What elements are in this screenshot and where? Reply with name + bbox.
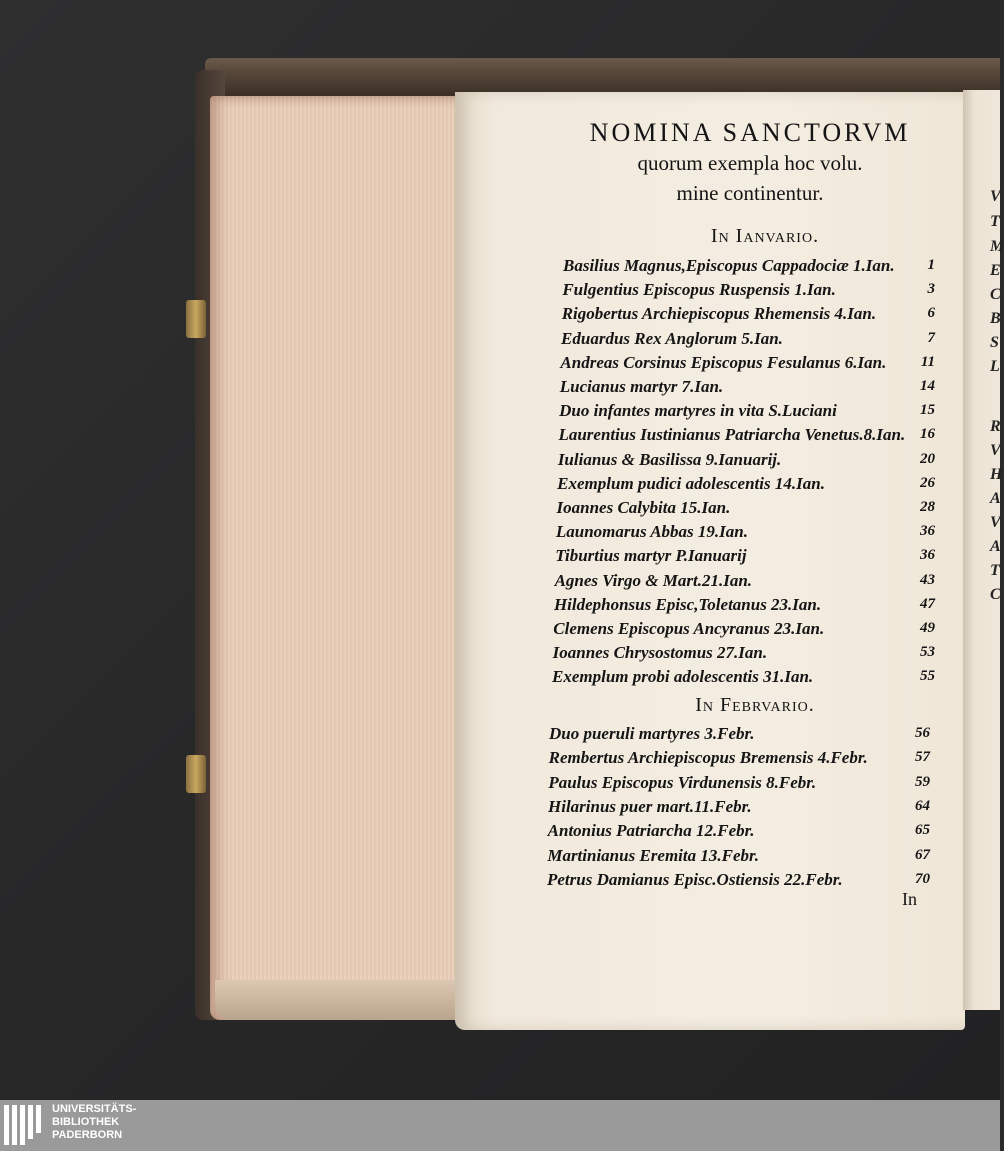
index-entry-text: Hildephonsus Episc,Toletanus 23.Ian. [553, 594, 822, 614]
index-entry-page-number: 1 [927, 257, 935, 273]
index-entry-text: Rembertus Archiepiscopus Bremensis 4.Febr. [548, 748, 868, 768]
facing-page-letter: R [990, 418, 1001, 435]
index-entry-page-number: 16 [920, 426, 935, 443]
index-entry-page-number: 36 [920, 523, 935, 540]
index-entry-page-number: 70 [915, 870, 930, 887]
facing-page-letter: A [990, 490, 1001, 507]
index-entry-text: Tiburtius martyr P.Ianuarij [555, 546, 747, 566]
index-entry-page-number: 28 [920, 499, 935, 515]
index-entry-text: Basilius Magnus,Episcopus Cappadociæ 1.Ian. [563, 256, 895, 275]
index-entry-text: Duo pueruli martyres 3.Febr. [549, 724, 755, 743]
index-entry-text: Paulus Episcopus Virdunensis 8.Febr. [548, 772, 817, 792]
index-entry-page-number: 65 [915, 822, 930, 839]
index-entry-page-number: 43 [920, 571, 935, 588]
facing-page-letter: C [990, 586, 1001, 603]
library-name [52, 1103, 136, 1142]
index-entry-page-number: 15 [920, 402, 935, 419]
library-name-line-2: BIBLIOTHEK [52, 1116, 120, 1128]
index-entry-text: Agnes Virgo & Mart.21.Ian. [554, 570, 753, 590]
library-name-line-3: PADERBORN [52, 1129, 123, 1141]
index-entry-text: Eduardus Rex Anglorum 5.Ian. [561, 328, 783, 348]
index-entry-page-number: 20 [920, 450, 935, 467]
page-subheading-line-1: quorum exempla hoc volu. [637, 151, 863, 175]
index-entry-page-number: 55 [920, 668, 935, 685]
facing-page-letter: B [990, 310, 1001, 327]
index-entry-text: Ioannes Calybita 15.Ian. [556, 498, 731, 517]
index-entry-text: Launomarus Abbas 19.Ian. [555, 522, 748, 542]
index-entry-text: Antonius Patriarcha 12.Febr. [547, 821, 755, 841]
index-entry-page-number: 59 [915, 773, 930, 790]
facing-page-letter: M [990, 238, 1004, 255]
catchword: In [902, 889, 917, 909]
facing-page-letter: L [990, 358, 1000, 375]
index-entry-text: Clemens Episcopus Ancyranus 23.Ian. [553, 619, 825, 638]
facing-page-letter: V [990, 442, 1001, 459]
index-entry-page-number: 56 [915, 725, 930, 741]
facing-page-letter: C [990, 286, 1001, 303]
index-entry-text: Exemplum pudici adolescentis 14.Ian. [557, 473, 825, 493]
page-block-edge [210, 96, 468, 1020]
facing-page-letter: S [990, 334, 999, 351]
index-entry-text: Ioannes Chrysostomus 27.Ian. [552, 643, 768, 663]
lower-clasp-icon [186, 755, 206, 793]
facing-page-letter: T [990, 213, 1000, 230]
section-title-january: In Ianvario. [710, 225, 820, 247]
index-entry-page-number: 11 [920, 353, 935, 370]
library-footer-bar [0, 1100, 1000, 1151]
upper-clasp-icon [186, 300, 206, 338]
index-entry-page-number: 7 [927, 329, 935, 346]
index-entry-text: Andreas Corsinus Episcopus Fesulanus 6.Ian. [560, 352, 887, 372]
index-entry-page-number: 47 [920, 595, 935, 612]
index-entry-page-number: 64 [915, 797, 930, 814]
index-entry-text: Exemplum probi adolescentis 31.Ian. [552, 667, 814, 687]
index-entry-page-number: 36 [920, 547, 935, 564]
index-entry-text: Laurentius Iustinianus Patriarcha Venetus.8.Ian. [558, 425, 906, 445]
page-subheading-line-2: mine continentur. [676, 181, 824, 205]
page-block-bottom [215, 980, 465, 1020]
library-logo-icon [4, 1105, 46, 1147]
index-entry-text: Iulianus & Basilissa 9.Ianuarij. [557, 449, 782, 469]
index-entry-text: Duo infantes martyres in vita S.Luciani [559, 401, 837, 421]
facing-page-letter: V [990, 514, 1001, 531]
index-entry-page-number: 6 [927, 305, 935, 322]
index-entry-page-number: 26 [920, 474, 935, 491]
index-entry-page-number: 14 [920, 378, 935, 394]
facing-page-letter: V [990, 188, 1001, 205]
index-entry-page-number: 53 [920, 644, 935, 661]
index-entry-text: Rigobertus Archiepiscopus Rhemensis 4.Ian. [561, 304, 877, 324]
index-entry-text: Lucianus martyr 7.Ian. [559, 377, 724, 396]
index-entry-text: Martinianus Eremita 13.Febr. [547, 845, 759, 865]
index-entry-page-number: 3 [927, 281, 935, 298]
index-entry-page-number: 67 [915, 846, 930, 863]
facing-page-letter: E [990, 262, 1001, 279]
library-name-line-1: UNIVERSITÄTS- [52, 1103, 137, 1115]
facing-page-letter: T [990, 562, 1000, 579]
facing-page-letter: H [990, 466, 1003, 483]
index-entry-text: Petrus Damianus Episc.Ostiensis 22.Febr. [547, 869, 843, 889]
index-entry-page-number: 57 [915, 749, 930, 766]
index-entry-page-number: 49 [920, 620, 935, 636]
index-entry-text: Fulgentius Episcopus Ruspensis 1.Ian. [562, 280, 836, 300]
facing-page-letter: A [990, 538, 1001, 555]
section-title-february: In Febrvario. [695, 694, 815, 716]
page-heading: NOMINA SANCTORVM [589, 118, 911, 147]
index-entry-text: Hilarinus puer mart.11.Febr. [548, 796, 752, 816]
